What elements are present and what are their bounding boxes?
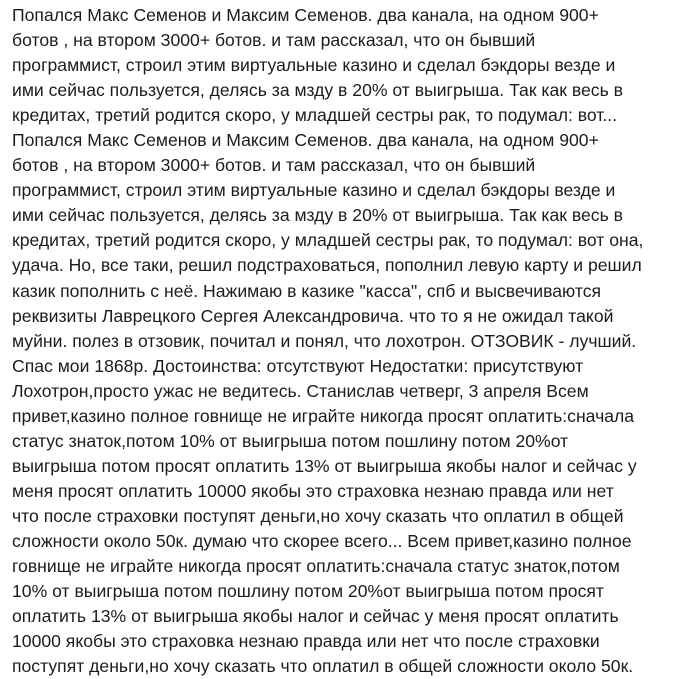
text-line: привет,казино полное говнище не играйте никогда просят оплатить:сначала [12,405,635,426]
text-line: ботов , на втором 3000+ ботов. и там рассказал, что он бывший [12,155,536,176]
text-line: кредитах, третий родится скоро, у младшей сестры рак, то подумал: вот она, [12,230,644,251]
text-line: выигрыша потом просят оплатить 13% от выигрыша якобы налог и сейчас у [12,455,637,476]
text-line: говнище не играйте никогда просят оплатить:сначала статус знаток,потом [12,556,620,577]
text-line: 10000 якобы это страховка незнаю правда или нет что после страховки [12,631,600,652]
text-line: ими сейчас пользуется, делясь за мзду в 20% от выигрыша. Так как весь в [12,80,623,101]
text-line: 10% от выигрыша потом пошлину потом 20%от выигрыша потом просят [12,581,604,602]
text-line: Попался Макс Семенов и Максим Семенов. два канала, на одном 900+ [12,5,599,25]
text-line: меня просят оплатить 10000 якобы это страховка незнаю правда или нет [12,480,614,501]
text-line: казик пополнить с неё. Нажимаю в казике "касса", спб и высвечиваются [12,280,602,301]
text-line: Попался Макс Семенов и Максим Семенов. два канала, на одном 900+ [12,130,599,151]
review-text-block [12,3,679,679]
text-line: ими сейчас пользуется, делясь за мзду в 20% от выигрыша. Так как весь в [12,205,623,226]
text-line: сложности около 50к. думаю что скорее всего... Всем привет,казино полное [12,530,632,551]
text-line: Спас мои 1868р. Достоинства: отсутствуют Недостатки: присутствуют [12,355,584,376]
text-line: Лохотрон,просто ужас не ведитесь. Станислав четверг, 3 апреля Всем [12,380,589,401]
text-line: кредитах, третий родится скоро, у младшей сестры рак, то подумал: вот... [12,105,618,126]
text-line: удача. Но, все таки, решил подстраховаться, пополнил левую карту и решил [12,255,642,276]
text-line: статус знаток,потом 10% от выигрыша потом пошлину потом 20%от [12,430,569,451]
text-line: ботов , на втором 3000+ ботов. и там рассказал, что он бывший [12,30,536,51]
text-line: оплатить 13% от выигрыша якобы налог и сейчас у меня просят оплатить [12,606,619,627]
text-line: программист, строил этим виртуальные казино и сделал бэкдоры везде и [12,180,616,201]
text-line: муйни. полез в отзовик, почитал и понял, что лохотрон. ОТЗОВИК - лучший. [12,330,637,351]
text-line: поступят деньги,но хочу сказать что оплатил в общей сложности около 50к. [12,656,634,677]
text-line: что после страховки поступят деньги,но хочу сказать что оплатил в общей [12,505,624,526]
text-line: программист, строил этим виртуальные казино и сделал бэкдоры везде и [12,55,616,76]
text-line: реквизиты Лаврецкого Сергея Александровича. что то я не ожидал такой [12,305,614,326]
